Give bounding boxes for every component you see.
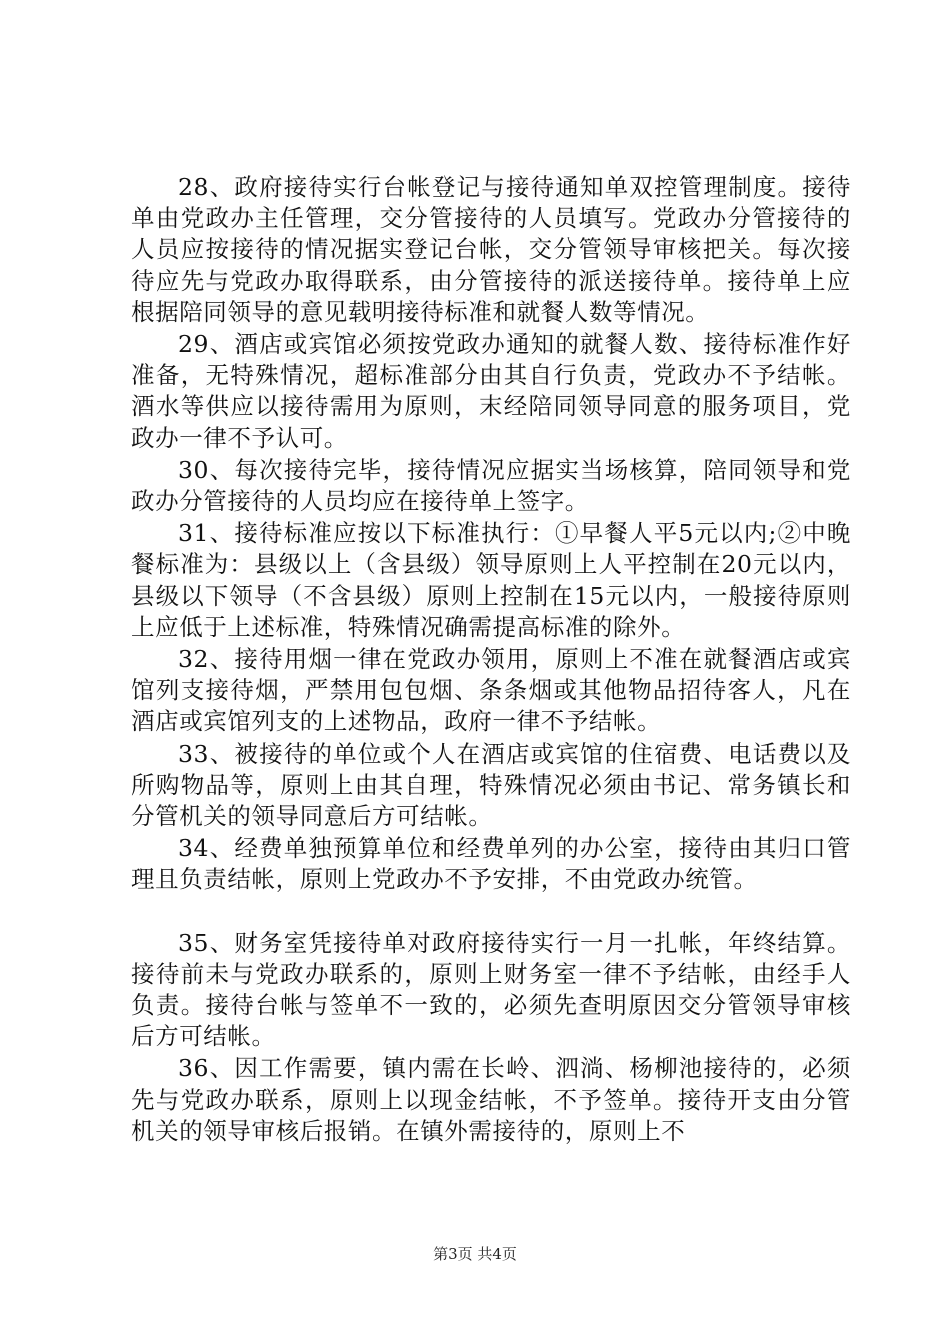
paragraph-35: 35、财务室凭接待单对政府接待实行一月一扎帐，年终结算。接待前未与党政办联系的，原则上财务室一律不予结帐，由经手人负责。接待台帐与签单不一致的，必须先查明原因交分管领导审核后方可结帐。 [131, 928, 851, 1051]
paragraph-29: 29、酒店或宾馆必须按党政办通知的就餐人数、接待标准作好准备，无特殊情况，超标准部分由其自行负责，党政办不予结帐。酒水等供应以接待需用为原则，末经陪同领导同意的服务项目，党政办一律不予认可。 [131, 330, 851, 452]
paragraph-33: 33、被接待的单位或个人在酒店或宾馆的住宿费、电话费以及所购物品等，原则上由其自理，特殊情况必须由书记、常务镇长和分管机关的领导同意后方可结帐。 [131, 739, 851, 831]
paragraph-36: 36、因工作需要，镇内需在长岭、泗淌、杨柳池接待的，必须先与党政办联系，原则上以现金结帐，不予签单。接待开支由分管机关的领导审核后报销。在镇外需接待的，原则上不 [131, 1054, 851, 1145]
document-body [131, 172, 851, 1147]
paragraph-30: 30、每次接待完毕，接待情况应据实当场核算，陪同领导和党政办分管接待的人员均应在接待单上签字。 [131, 455, 851, 516]
paragraph-34: 34、经费单独预算单位和经费单列的办公室，接待由其归口管理且负责结帐，原则上党政办不予安排，不由党政办统管。 [131, 834, 851, 894]
paragraph-32: 32、接待用烟一律在党政办领用，原则上不准在就餐酒店或宾馆列支接待烟，严禁用包包烟、条条烟或其他物品招待客人，凡在酒店或宾馆列支的上述物品，政府一律不予结帐。 [131, 645, 851, 736]
page-footer: 第3页 共4页 [433, 1245, 517, 1263]
paragraph-31: 31、接待标准应按以下标准执行：①早餐人平5元以内;②中晚餐标准为：县级以上（含县级）领导原则上人平控制在20元以内，县级以下领导（不含县级）原则上控制在15元以内，一般接待原则上应低于上述标准，特殊情况确需提高标准的除外。 [131, 519, 851, 641]
paragraph-28: 28、政府接待实行台帐登记与接待通知单双控管理制度。接待单由党政办主任管理，交分管接待的人员填写。党政办分管接待的人员应按接待的情况据实登记台帐，交分管领导审核把关。每次接待应先与党政办取得联系，由分管接待的派送接待单。接待单上应根据陪同领导的意见载明接待标准和就餐人数等情况。 [131, 173, 851, 326]
